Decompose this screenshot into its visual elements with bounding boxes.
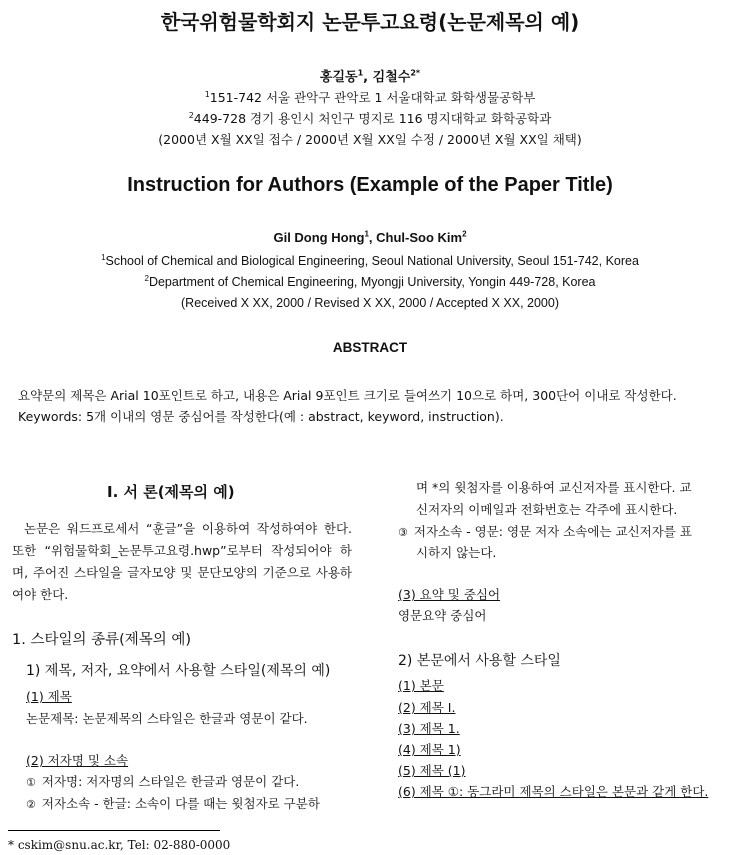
section-introduction-heading: Ⅰ. 서 론(제목의 예) [107, 483, 235, 501]
author-1-sup: 1 [357, 68, 364, 78]
circled-number: ② [26, 798, 36, 811]
circled-item-2 [26, 794, 320, 812]
author-2-sup: 2 [462, 229, 467, 239]
authors-korean [0, 66, 740, 85]
author-1: Gil Dong Hong [273, 230, 365, 245]
list-item: (4) 제목 1) [398, 742, 461, 757]
footnote: * cskim@snu.ac.kr, Tel: 02-880-0000 [8, 838, 231, 852]
aff-sup: 2 [144, 273, 149, 283]
circled-item-text: 저자소속 - 한글: 소속이 다를 때는 윗첨자로 구분하 [41, 796, 320, 811]
circled-item-3-cont: 시하지 않는다. [416, 545, 497, 560]
affiliation-korean-2 [0, 109, 740, 127]
abstract-heading: ABSTRACT [332, 340, 408, 355]
continued-line-2: 신저자의 이메일과 전화번호는 각주에 표시한다. [416, 502, 678, 517]
aff-text: School of Chemical and Biological Engineering, Seoul National University, Seoul 151-742, Korea [105, 254, 639, 268]
dates-korean: (2000년 X월 XX일 접수 / 2000년 X월 XX일 수정 / 2000년 X월 XX일 채택) [158, 132, 582, 147]
keywords-text: Keywords: 5개 이내의 영문 중심어를 작성한다(예 : abstract, keyword, instruction). [18, 409, 504, 424]
author-1: 홍길동 [319, 70, 358, 85]
footnote-rule [8, 830, 220, 831]
circled-item-1 [26, 772, 299, 790]
author-2: 김철수 [372, 70, 411, 85]
list-item: (3) 제목 1. [398, 721, 460, 736]
abstract-text: 요약문의 제목은 Arial 10포인트로 하고, 내용은 Arial 9포인트 크기로 들여쓰기 10으로 하며, 300단어 이내로 작성한다. [18, 388, 677, 403]
subsection-1-heading: 1. 스타일의 종류(제목의 예) [12, 632, 192, 648]
aff-text: Department of Chemical Engineering, Myongji University, Yongin 449-728, Korea [148, 275, 596, 289]
affiliation-english-2 [0, 275, 740, 289]
list-item: (5) 제목 (1) [398, 763, 466, 778]
list-item: (2) 제목 Ⅰ. [398, 700, 456, 715]
paper-title-korean: 한국위험물학회지 논문투고요령(논문제목의 예) [160, 10, 580, 34]
author-sep: , [363, 70, 373, 85]
intro-paragraph: 논문은 워드프로세서 “훈글”을 이용하여 작성하여야 한다. 또한 “위험물학회_논문투고요령.hwp”로부터 작성되어야 하며, 주어진 스타일을 글자모양 및 문단모양의 기준으로 사용하여야 한다. [12, 521, 352, 602]
circled-item-3 [398, 522, 692, 540]
author-2-sup: 2* [410, 68, 421, 78]
affiliation-english-1 [0, 254, 740, 268]
author-sep: , [368, 230, 377, 245]
subsection-1-2-heading: 2) 본문에서 사용할 스타일 [398, 653, 561, 669]
aff-sup: 1 [101, 252, 106, 262]
aff-sup: 1 [204, 89, 210, 99]
circled-item-text: 저자명: 저자명의 스타일은 한글과 영문이 같다. [41, 774, 300, 789]
subsection-1-1-heading: 1) 제목, 저자, 요약에서 사용할 스타일(제목의 예) [26, 663, 331, 679]
dates-english: (Received X XX, 2000 / Revised X XX, 2000 / Accepted X XX, 2000) [181, 296, 559, 310]
item-title: (1) 제목 [26, 689, 72, 704]
authors-english [0, 230, 740, 245]
author-2: Chul-Soo Kim [376, 230, 463, 245]
aff-text: 449-728 경기 용인시 처인구 명지로 116 명지대학교 화학공학과 [193, 111, 552, 126]
author-1-sup: 1 [364, 229, 369, 239]
circled-number: ③ [398, 526, 408, 539]
item-abstract-keywords-text: 영문요약 중심어 [398, 608, 487, 623]
continued-line-1: 며 *의 윗첨자를 이용하여 교신저자를 표시한다. 교 [416, 480, 692, 495]
item-author-affiliation: (2) 저자명 및 소속 [26, 753, 129, 768]
affiliation-korean-1 [0, 88, 740, 106]
paper-title-english: Instruction for Authors (Example of the Paper Title) [127, 174, 613, 196]
list-item: (1) 본문 [398, 678, 444, 693]
circled-item-text: 저자소속 - 영문: 영문 저자 소속에는 교신저자를 표 [413, 524, 692, 539]
circled-number: ① [26, 776, 36, 789]
item-title-text: 논문제목: 논문제목의 스타일은 한글과 영문이 같다. [26, 711, 308, 726]
aff-sup: 2 [188, 110, 194, 120]
list-item: (6) 제목 ①: 동그라미 제목의 스타일은 본문과 같게 한다. [398, 784, 709, 799]
item-abstract-keywords: (3) 요약 및 중심어 [398, 587, 501, 602]
aff-text: 151-742 서울 관악구 관악로 1 서울대학교 화학생물공학부 [209, 90, 536, 105]
